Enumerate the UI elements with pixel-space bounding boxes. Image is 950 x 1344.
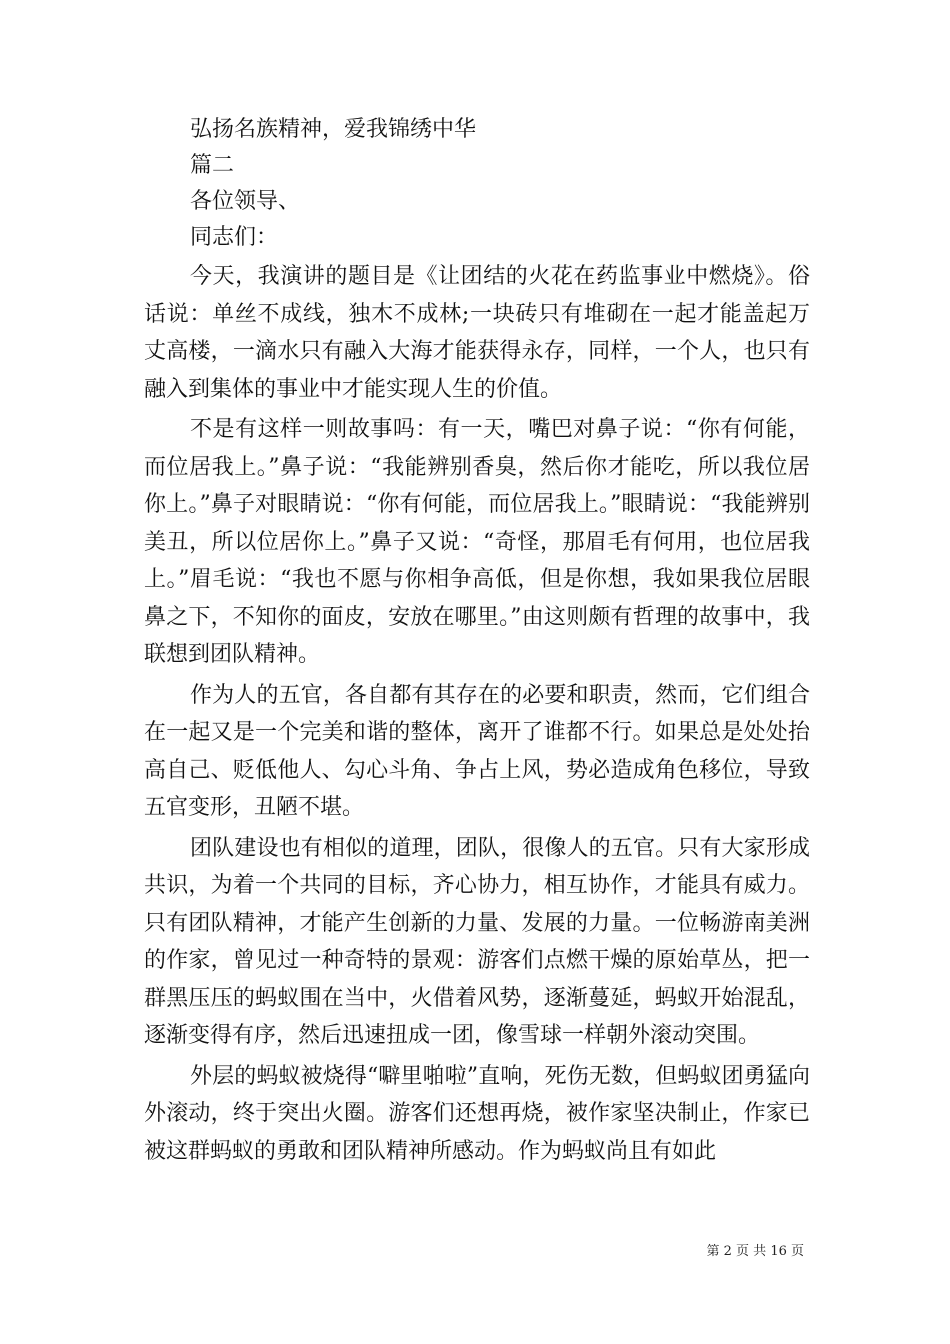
salutation-leaders: 各位领导、	[190, 189, 301, 214]
document-body	[144, 112, 810, 1170]
paragraph-3: 作为人的五官，各自都有其存在的必要和职责，然而，它们组合在一起又是一个完美和谐的整体，离开了谁都不行。如果总是处处抬高自己、贬低他人、勾心斗角、争占上风，势必造成角色移位，导致五官变形，丑陋不堪。	[144, 682, 810, 820]
heading-line: 弘扬名族精神，爱我锦绣中华	[190, 117, 477, 142]
paragraph-1: 今天，我演讲的题目是《让团结的火花在药监事业中燃烧》。俗话说：单丝不成线，独木不成林;一块砖只有堆砌在一起才能盖起万丈高楼，一滴水只有融入大海才能获得永存，同样，一个人，也只有融入到集体的事业中才能实现人生的价值。	[144, 264, 810, 402]
paragraph-2: 不是有这样一则故事吗：有一天，嘴巴对鼻子说：“你有何能，而位居我上。”鼻子说：“我能辨别香臭，然后你才能吃，所以我位居你上。”鼻子对眼睛说：“你有何能，而位居我上。”眼睛说：“我能辨别美丑，所以位居你上。”鼻子又说：“奇怪，那眉毛有何用，也位居我上。”眉毛说：“我也不愿与你相争高低，但是你想，我如果我位居眼鼻之下，不知你的面皮，安放在哪里。”由这则颇有哲理的故事中，我联想到团队精神。	[144, 417, 810, 667]
page-number-footer: 第 2 页 共 16 页	[706, 1244, 804, 1259]
paragraph-4: 团队建设也有相似的道理，团队，很像人的五官。只有大家形成共识，为着一个共同的目标，齐心协力，相互协作，才能具有威力。只有团队精神，才能产生创新的力量、发展的力量。一位畅游南美洲的作家，曾见过一种奇特的景观：游客们点燃干燥的原始草丛，把一群黑压压的蚂蚁围在当中，火借着风势，逐渐蔓延，蚂蚁开始混乱，逐渐变得有序，然后迅速扭成一团，像雪球一样朝外滚动突围。	[144, 835, 810, 1048]
salutation-comrades: 同志们：	[190, 225, 279, 250]
paragraph-5: 外层的蚂蚁被烧得“噼里啪啦”直响，死伤无数，但蚂蚁团勇猛向外滚动，终于突出火圈。游客们还想再烧，被作家坚决制止，作家已被这群蚂蚁的勇敢和团队精神所感动。作为蚂蚁尚且有如此	[144, 1063, 810, 1164]
section-label: 篇二	[190, 153, 235, 178]
